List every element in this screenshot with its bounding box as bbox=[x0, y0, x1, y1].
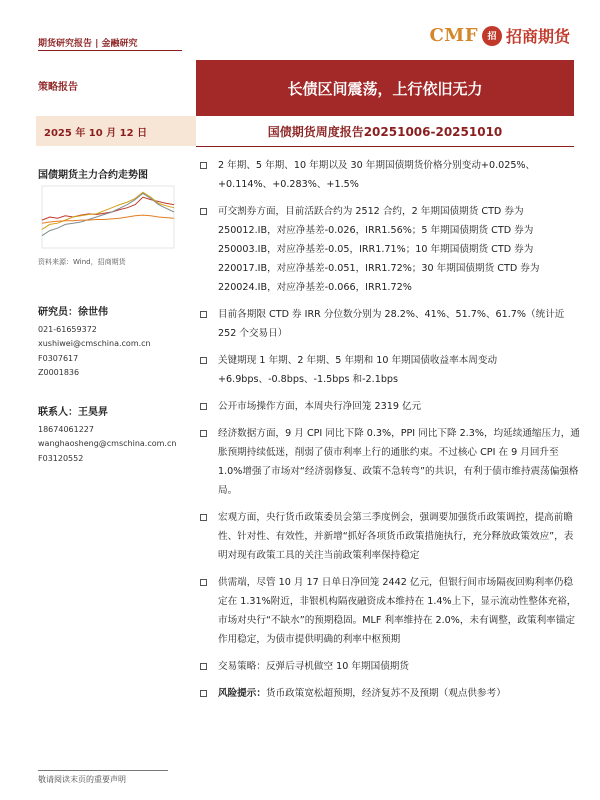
title-divider bbox=[196, 146, 574, 147]
company-logo bbox=[429, 24, 570, 47]
analyst-block bbox=[38, 306, 151, 381]
contact-phone: 18674061227 bbox=[38, 424, 94, 434]
bullet-item: 可交割券方面，目前活跃合约为 2512 合约，2 年期国债期货 CTD 券为 250012.IB，对应净基差-0.026，IRR1.56%；5 年期国债期货 CTD 券为 250003.IB，对应净基差-0.05，IRR1.71%；10 年期国债期货 CTD 券为 220017.IB，对应净基差-0.051，IRR1.72%；30 年期国债期货 CTD 券为 220024.IB，对应净基差-0.066，IRR1.72% bbox=[198, 202, 580, 297]
checkbox-bullet-icon bbox=[200, 663, 207, 670]
header-divider bbox=[38, 50, 182, 51]
bullet-item: 宏观方面，央行货币政策委员会第三季度例会，强调要加强货币政策调控，提高前瞻性、针对性、有效性，并新增“抓好各项货币政策措施执行，充分释放政策效应”，表明对现有政策工具的关注当前政策利率保持稳定 bbox=[198, 508, 580, 565]
chart-line-series-2 bbox=[42, 192, 174, 229]
contact-block bbox=[38, 406, 176, 466]
bullet-item-risk: 风险提示：货币政策宽松超预期，经济复苏不及预期（观点供参考） bbox=[198, 684, 580, 703]
analyst-heading: 研究员：徐世伟 bbox=[38, 307, 108, 318]
risk-label: 风险提示： bbox=[218, 688, 266, 699]
contact-license: F03120552 bbox=[38, 453, 84, 463]
checkbox-bullet-icon bbox=[200, 690, 207, 697]
checkbox-bullet-icon bbox=[200, 514, 207, 521]
bullet-item: 目前各期限 CTD 券 IRR 分位数分别为 28.2%、41%、51.7%、61.7%（统计近 252 个交易日） bbox=[198, 305, 580, 343]
bullet-item: 经济数据方面，9 月 CPI 同比下降 0.3%，PPI 同比下降 2.3%，均延续通缩压力，通胀预期持续低迷，削弱了债市利率上行的通胀约束。不过核心 CPI 在 9 月回升至 1.0%增强了市场对“经济弱修复、政策不急转弯”的共识，有利于债市维持震荡偏强格局。 bbox=[198, 424, 580, 500]
report-date: 2025 年 10 月 12 日 bbox=[36, 116, 196, 146]
analyst-license-1: F0307617 bbox=[38, 353, 79, 363]
analyst-license-2: Z0001836 bbox=[38, 368, 80, 377]
banner-title: 长债区间震荡，上行依旧无力 bbox=[196, 60, 574, 116]
contact-email: wanghaosheng@cmschina.com.cn bbox=[38, 439, 177, 448]
bullet-item: 供需端，尽管 10 月 17 日单日净回笼 2442 亿元，但银行间市场隔夜回购利率仍稳定在 1.31%附近，非银机构隔夜融资成本维持在 1.4%上下，显示流动性整体充裕，市场对央行“不缺水”的预期稳固。MLF 利率维持在 2.0%，未有调整，政策利率锚定作用稳定，为债市提供明确的利率中枢预期 bbox=[198, 573, 580, 649]
report-category: 期货研究报告 | 金融研究 bbox=[38, 39, 138, 49]
bullet-item: 公开市场操作方面，本周央行净回笼 2319 亿元 bbox=[198, 397, 580, 416]
report-type: 策略报告 bbox=[38, 82, 78, 93]
checkbox-bullet-icon bbox=[200, 403, 207, 410]
contact-heading: 联系人：王昊昇 bbox=[38, 407, 108, 418]
checkbox-bullet-icon bbox=[200, 430, 207, 437]
checkbox-bullet-icon bbox=[200, 311, 207, 318]
checkbox-bullet-icon bbox=[200, 579, 207, 586]
logo-text: CMF bbox=[429, 25, 478, 46]
footer-divider bbox=[38, 770, 168, 771]
checkbox-bullet-icon bbox=[200, 357, 207, 364]
logo-badge-icon: 招 bbox=[482, 26, 502, 46]
bullet-item: 关键期现 1 年期、2 年期、5 年期和 10 年期国债收益率本周变动+6.9bps、-0.8bps、-1.5bps 和-2.1bps bbox=[198, 351, 580, 389]
analyst-email: xushiwei@cmschina.com.cn bbox=[38, 339, 151, 348]
summary-bullets bbox=[198, 156, 580, 711]
bullet-item: 交易策略：反弹后寻机做空 10 年期国债期货 bbox=[198, 657, 580, 676]
footer-disclaimer: 敬请阅读末页的重要声明 bbox=[38, 775, 126, 784]
chart-source: 资料来源：Wind，招商期货 bbox=[38, 258, 126, 266]
report-title: 国债期货周度报告20251006-20251010 bbox=[267, 124, 503, 139]
price-trend-chart bbox=[38, 182, 178, 254]
logo-company-name: 招商期货 bbox=[505, 27, 570, 46]
checkbox-bullet-icon bbox=[200, 162, 207, 169]
checkbox-bullet-icon bbox=[200, 208, 207, 215]
analyst-phone: 021-61659372 bbox=[38, 324, 97, 334]
bullet-item: 2 年期、5 年期、10 年期以及 30 年期国债期货价格分别变动+0.025%、+0.114%、+0.283%、+1.5% bbox=[198, 156, 580, 194]
chart-title: 国债期货主力合约走势图 bbox=[38, 170, 148, 181]
